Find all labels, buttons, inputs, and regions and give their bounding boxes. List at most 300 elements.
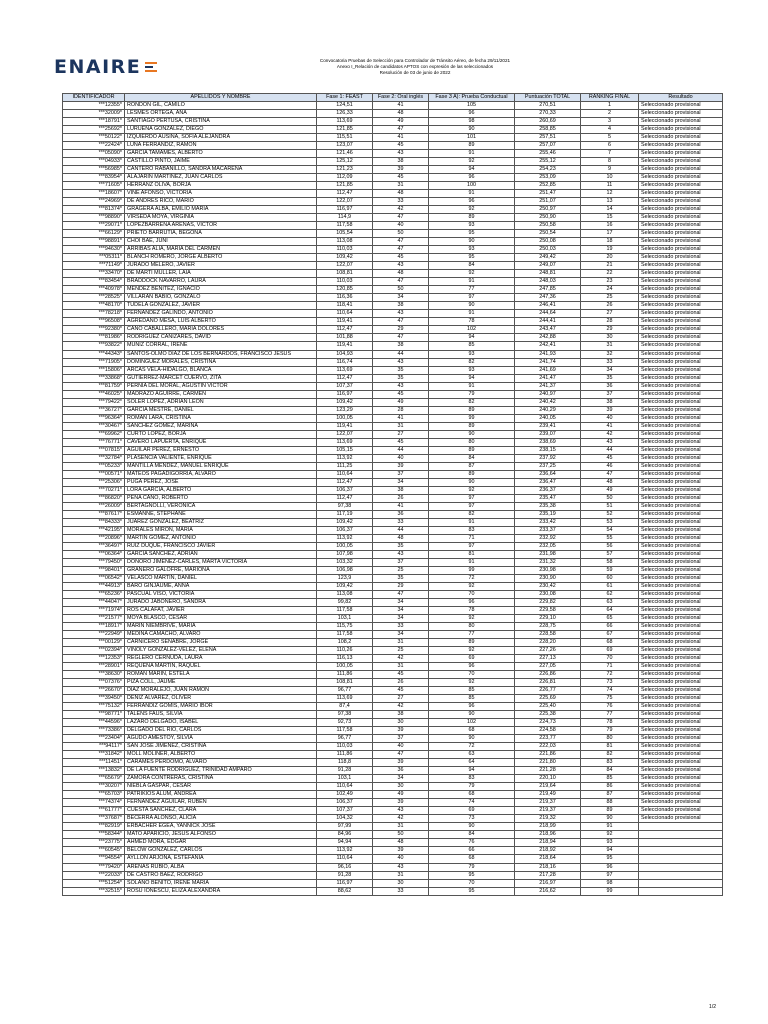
cell-total: 247,85: [515, 286, 581, 294]
cell-id: ***81374*: [63, 206, 125, 214]
cell-name: MATEOS PAGADIGORRIA, ALVARO: [125, 470, 317, 478]
cell-id: ***94630*: [63, 246, 125, 254]
cell-total: 229,10: [515, 615, 581, 623]
cell-feast: 112,09: [317, 174, 373, 182]
cell-total: 226,86: [515, 671, 581, 679]
cell-total: 236,37: [515, 486, 581, 494]
cell-total: 254,23: [515, 166, 581, 174]
cell-ranking: 62: [581, 590, 639, 598]
cell-id: ***33868*: [63, 374, 125, 382]
cell-id: ***81986*: [63, 334, 125, 342]
cell-oral: 45: [373, 671, 429, 679]
cell-conductual: 95: [429, 887, 515, 895]
cell-conductual: 72: [429, 574, 515, 582]
cell-total: 257,07: [515, 142, 581, 150]
cell-ranking: 65: [581, 615, 639, 623]
cell-oral: 37: [373, 470, 429, 478]
table-row: [63, 494, 723, 502]
cell-total: 232,05: [515, 542, 581, 550]
cell-id: ***75132*: [63, 703, 125, 711]
cell-result: Seleccionado provisional: [639, 558, 723, 566]
cell-conductual: 79: [429, 390, 515, 398]
cell-conductual: 92: [429, 647, 515, 655]
cell-oral: 39: [373, 462, 429, 470]
cell-ranking: 56: [581, 542, 639, 550]
cell-result: Seleccionado provisional: [639, 214, 723, 222]
cell-id: ***81759*: [63, 382, 125, 390]
cell-result: Seleccionado provisional: [639, 695, 723, 703]
cell-result: Seleccionado provisional: [639, 414, 723, 422]
cell-name: DELGADO DEL RIO, CARLOS: [125, 727, 317, 735]
cell-feast: 117,58: [317, 727, 373, 735]
table-row: [63, 262, 723, 270]
cell-result: Seleccionado provisional: [639, 102, 723, 110]
cell-name: CARNICERO SENABRE, JORGE: [125, 639, 317, 647]
cell-total: 241,69: [515, 366, 581, 374]
cell-ranking: 34: [581, 366, 639, 374]
cell-feast: 116,97: [317, 206, 373, 214]
cell-feast: 115,51: [317, 134, 373, 142]
cell-conductual: 89: [429, 406, 515, 414]
cell-oral: 47: [373, 246, 429, 254]
cell-name: FERNÁNDEZ GALINDO, ANTONIO: [125, 310, 317, 318]
cell-name: AGUILAR PEREZ, ERNESTO: [125, 446, 317, 454]
cell-name: PIZA COLL, JAUME: [125, 679, 317, 687]
cell-feast: 113,69: [317, 118, 373, 126]
cell-oral: 47: [373, 334, 429, 342]
cell-feast: 110,26: [317, 647, 373, 655]
cell-conductual: 98: [429, 118, 515, 126]
cell-conductual: 102: [429, 719, 515, 727]
cell-name: DE CASTRO BAEZ, RODRIGO: [125, 871, 317, 879]
cell-name: VIÑOLY GONZÁLEZ-VÉLEZ, ELENA: [125, 647, 317, 655]
cell-id: ***44913*: [63, 582, 125, 590]
cell-id: ***25306*: [63, 478, 125, 486]
cell-conductual: 85: [429, 342, 515, 350]
cell-feast: 112,47: [317, 478, 373, 486]
table-row: [63, 454, 723, 462]
cell-name: CAVERO LAPUERTA, ENRIQUE: [125, 438, 317, 446]
cell-name: GRAGERA ALBA, EMILIO MARÍA: [125, 206, 317, 214]
cell-feast: 111,86: [317, 671, 373, 679]
cell-conductual: 95: [429, 230, 515, 238]
cell-ranking: 5: [581, 134, 639, 142]
cell-total: 257,51: [515, 134, 581, 142]
cell-conductual: 91: [429, 150, 515, 158]
cell-oral: 27: [373, 695, 429, 703]
cell-feast: 121,23: [317, 166, 373, 174]
cell-result: Seleccionado provisional: [639, 631, 723, 639]
cell-total: 219,49: [515, 791, 581, 799]
cell-result: Seleccionado provisional: [639, 142, 723, 150]
cell-name: CANO CABALLERO, MARÍA DOLORES: [125, 326, 317, 334]
cell-id: ***06364*: [63, 550, 125, 558]
cell-ranking: 59: [581, 566, 639, 574]
cell-ranking: 71: [581, 663, 639, 671]
cell-name: JURADO JABONERO, SANDRA: [125, 598, 317, 606]
cell-id: ***00571*: [63, 470, 125, 478]
cell-oral: 44: [373, 446, 429, 454]
table-row: [63, 270, 723, 278]
cell-conductual: 96: [429, 598, 515, 606]
document-header: [270, 58, 560, 77]
cell-total: 270,33: [515, 110, 581, 118]
cell-id: ***11451*: [63, 759, 125, 767]
cell-id: ***98401*: [63, 566, 125, 574]
cell-id: ***98891*: [63, 238, 125, 246]
table-row: [63, 350, 723, 358]
cell-name: AGUDO AMESTOY, SILVIA: [125, 735, 317, 743]
table-row: [63, 238, 723, 246]
cell-ranking: 43: [581, 438, 639, 446]
cell-conductual: 84: [429, 831, 515, 839]
cell-conductual: 95: [429, 254, 515, 262]
cell-oral: 35: [373, 366, 429, 374]
cell-conductual: 94: [429, 166, 515, 174]
cell-total: 239,07: [515, 430, 581, 438]
cell-id: ***79422*: [63, 398, 125, 406]
cell-ranking: 67: [581, 631, 639, 639]
cell-oral: 43: [373, 807, 429, 815]
table-row: [63, 847, 723, 855]
cell-result: Seleccionado provisional: [639, 703, 723, 711]
cell-oral: 27: [373, 430, 429, 438]
table-row: [63, 430, 723, 438]
cell-result: Seleccionado provisional: [639, 302, 723, 310]
cell-total: 241,37: [515, 382, 581, 390]
cell-name: MOLL MOLINER, ALBERTO: [125, 751, 317, 759]
cell-feast: 96,77: [317, 735, 373, 743]
cell-oral: 40: [373, 855, 429, 863]
cell-id: ***73386*: [63, 727, 125, 735]
cell-id: ***84333*: [63, 518, 125, 526]
cell-conductual: 92: [429, 158, 515, 166]
cell-oral: 35: [373, 542, 429, 550]
cell-conductual: 68: [429, 791, 515, 799]
cell-conductual: 82: [429, 510, 515, 518]
cell-feast: 111,86: [317, 751, 373, 759]
cell-total: 227,05: [515, 663, 581, 671]
cell-id: ***42195*: [63, 526, 125, 534]
cell-id: ***33470*: [63, 270, 125, 278]
cell-ranking: 80: [581, 735, 639, 743]
cell-result: Seleccionado provisional: [639, 783, 723, 791]
cell-ranking: 14: [581, 206, 639, 214]
cell-total: 270,51: [515, 102, 581, 110]
cell-total: 224,73: [515, 719, 581, 727]
cell-feast: 106,37: [317, 486, 373, 494]
header-line-1: Convocatoria Pruebas de Selección para Controlador de Tránsito Aéreo, de fecha 29/11/2021: [319, 58, 511, 63]
cell-result: Seleccionado provisional: [639, 566, 723, 574]
cell-result: Seleccionado provisional: [639, 807, 723, 815]
cell-result: Seleccionado provisional: [639, 462, 723, 470]
table-row: [63, 558, 723, 566]
cell-name: SANTIAGO PERTUSA, CRISTINA: [125, 118, 317, 126]
cell-result: Seleccionado provisional: [639, 278, 723, 286]
cell-oral: 49: [373, 398, 429, 406]
cell-conductual: 89: [429, 214, 515, 222]
cell-oral: 29: [373, 326, 429, 334]
cell-conductual: 89: [429, 639, 515, 647]
cell-id: ***98890*: [63, 214, 125, 222]
table-row: [63, 751, 723, 759]
cell-id: ***32515*: [63, 887, 125, 895]
cell-feast: 125,12: [317, 158, 373, 166]
cell-ranking: 60: [581, 574, 639, 582]
cell-name: SAN JOSÉ JIMÉNEZ, CRISTINA: [125, 743, 317, 751]
table-row: [63, 134, 723, 142]
cell-feast: 112,47: [317, 190, 373, 198]
cell-name: CHOI BAE, JUNI: [125, 238, 317, 246]
cell-conductual: 68: [429, 855, 515, 863]
cell-total: 241,93: [515, 350, 581, 358]
cell-name: BELOW GONZÁLEZ, CARLOS: [125, 847, 317, 855]
cell-ranking: 70: [581, 655, 639, 663]
cell-name: RODRÍGUEZ CANIZARES, DAVID: [125, 334, 317, 342]
cell-ranking: 75: [581, 695, 639, 703]
cell-name: REGLERO CERNUDA, LAURA: [125, 655, 317, 663]
cell-feast: 97,38: [317, 711, 373, 719]
cell-feast: 113,92: [317, 847, 373, 855]
cell-feast: 122,07: [317, 198, 373, 206]
cell-conductual: 90: [429, 430, 515, 438]
table-row: [63, 174, 723, 182]
cell-oral: 36: [373, 767, 429, 775]
cell-id: ***44343*: [63, 350, 125, 358]
col-header-oral: Fase 2: Oral inglés: [373, 94, 429, 102]
cell-conductual: 68: [429, 727, 515, 735]
cell-total: 226,77: [515, 687, 581, 695]
cell-conductual: 96: [429, 703, 515, 711]
cell-conductual: 94: [429, 767, 515, 775]
cell-id: ***71974*: [63, 607, 125, 615]
cell-total: 232,92: [515, 534, 581, 542]
cell-name: LOPEZBARRENA ARENAS, VÍCTOR: [125, 222, 317, 230]
cell-oral: 33: [373, 518, 429, 526]
table-row: [63, 550, 723, 558]
cell-id: ***92380*: [63, 326, 125, 334]
cell-name: FERNÁNDEZ AGUILAR, RUBÉN: [125, 799, 317, 807]
cell-total: 227,26: [515, 647, 581, 655]
cell-result: [639, 823, 723, 831]
cell-name: DOÑORO JIMÉNEZ-CARLÉS, MARTA VICTORIA: [125, 558, 317, 566]
cell-feast: 109,42: [317, 518, 373, 526]
cell-result: Seleccionado provisional: [639, 486, 723, 494]
cell-feast: 117,58: [317, 222, 373, 230]
cell-oral: 47: [373, 214, 429, 222]
cell-conductual: 83: [429, 775, 515, 783]
cell-name: MANTILLA MENDEZ, MANUEL ENRIQUE: [125, 462, 317, 470]
cell-ranking: 55: [581, 534, 639, 542]
cell-id: ***87617*: [63, 510, 125, 518]
cell-id: ***65236*: [63, 590, 125, 598]
cell-oral: 30: [373, 879, 429, 887]
cell-ranking: 24: [581, 286, 639, 294]
cell-feast: 105,15: [317, 446, 373, 454]
table-row: [63, 823, 723, 831]
table-row: [63, 374, 723, 382]
table-row: [63, 598, 723, 606]
cell-total: 228,20: [515, 639, 581, 647]
cell-feast: 110,64: [317, 855, 373, 863]
cell-result: Seleccionado provisional: [639, 254, 723, 262]
cell-ranking: 82: [581, 751, 639, 759]
cell-result: Seleccionado provisional: [639, 158, 723, 166]
cell-total: 225,40: [515, 703, 581, 711]
cell-ranking: 30: [581, 334, 639, 342]
cell-ranking: 20: [581, 254, 639, 262]
cell-result: Seleccionado provisional: [639, 422, 723, 430]
cell-id: ***60545*: [63, 847, 125, 855]
cell-total: 229,58: [515, 607, 581, 615]
cell-conductual: 91: [429, 518, 515, 526]
cell-name: JURADO MELERO, JAVIER: [125, 262, 317, 270]
cell-id: ***76771*: [63, 438, 125, 446]
cell-id: ***32784*: [63, 454, 125, 462]
cell-feast: 107,98: [317, 550, 373, 558]
cell-id: ***83954*: [63, 174, 125, 182]
cell-id: ***06542*: [63, 574, 125, 582]
cell-feast: 115,75: [317, 623, 373, 631]
cell-total: 251,47: [515, 190, 581, 198]
table-row: [63, 470, 723, 478]
cell-total: 221,28: [515, 767, 581, 775]
cell-name: RONDÓN GIL, CAMILO: [125, 102, 317, 110]
cell-total: 219,32: [515, 815, 581, 823]
cell-result: Seleccionado provisional: [639, 727, 723, 735]
cell-oral: 31: [373, 871, 429, 879]
cell-feast: 119,41: [317, 318, 373, 326]
cell-feast: 123,29: [317, 406, 373, 414]
cell-conductual: 85: [429, 687, 515, 695]
cell-total: 249,07: [515, 262, 581, 270]
cell-id: ***61777*: [63, 807, 125, 815]
cell-name: VELASCO MARTÍN, DANIEL: [125, 574, 317, 582]
cell-id: ***36727*: [63, 406, 125, 414]
cell-feast: 116,97: [317, 390, 373, 398]
cell-feast: 109,42: [317, 398, 373, 406]
cell-conductual: 92: [429, 615, 515, 623]
cell-conductual: 93: [429, 366, 515, 374]
cell-result: Seleccionado provisional: [639, 438, 723, 446]
table-row: [63, 230, 723, 238]
table-row: [63, 807, 723, 815]
cell-conductual: 78: [429, 607, 515, 615]
cell-ranking: 9: [581, 166, 639, 174]
cell-name: MEDINA CAMACHO, ALVARO: [125, 631, 317, 639]
cell-name: CARAMÉS PERDOMO, ALVARO: [125, 759, 317, 767]
cell-oral: 49: [373, 118, 429, 126]
cell-result: Seleccionado provisional: [639, 743, 723, 751]
cell-name: JUAREZ GONZALEZ, BEATRIZ: [125, 518, 317, 526]
cell-feast: 105,54: [317, 230, 373, 238]
cell-oral: 40: [373, 743, 429, 751]
cell-oral: 34: [373, 607, 429, 615]
cell-id: ***37687*: [63, 815, 125, 823]
cell-total: 260,69: [515, 118, 581, 126]
table-row: [63, 390, 723, 398]
cell-conductual: 92: [429, 206, 515, 214]
cell-conductual: 87: [429, 462, 515, 470]
cell-feast: 108,81: [317, 679, 373, 687]
cell-result: Seleccionado provisional: [639, 623, 723, 631]
cell-feast: 100,05: [317, 542, 373, 550]
cell-result: Seleccionado provisional: [639, 190, 723, 198]
cell-result: Seleccionado provisional: [639, 526, 723, 534]
cell-id: ***18791*: [63, 118, 125, 126]
table-row: [63, 486, 723, 494]
cell-conductual: 69: [429, 807, 515, 815]
cell-result: Seleccionado provisional: [639, 719, 723, 727]
cell-ranking: 90: [581, 815, 639, 823]
cell-total: 235,19: [515, 510, 581, 518]
cell-total: 219,37: [515, 807, 581, 815]
cell-oral: 43: [373, 150, 429, 158]
cell-result: Seleccionado provisional: [639, 262, 723, 270]
cell-ranking: 15: [581, 214, 639, 222]
cell-id: ***05233*: [63, 462, 125, 470]
cell-total: 228,75: [515, 623, 581, 631]
cell-result: [639, 887, 723, 895]
cell-oral: 31: [373, 823, 429, 831]
cell-ranking: 86: [581, 783, 639, 791]
cell-id: ***58344*: [63, 831, 125, 839]
table-row: [63, 831, 723, 839]
cell-conductual: 96: [429, 110, 515, 118]
cell-name: LORA GARCÍA, ALBERTO: [125, 486, 317, 494]
cell-feast: 96,16: [317, 863, 373, 871]
cell-conductual: 96: [429, 663, 515, 671]
cell-total: 240,97: [515, 390, 581, 398]
cell-oral: 42: [373, 815, 429, 823]
cell-result: Seleccionado provisional: [639, 326, 723, 334]
cell-feast: 110,64: [317, 783, 373, 791]
cell-id: ***02394*: [63, 647, 125, 655]
cell-conductual: 80: [429, 438, 515, 446]
cell-name: BARO GINJAUME, ANNA: [125, 582, 317, 590]
cell-ranking: 28: [581, 318, 639, 326]
cell-ranking: 47: [581, 470, 639, 478]
cell-total: 219,64: [515, 783, 581, 791]
cell-feast: 117,19: [317, 510, 373, 518]
cell-name: ZAMORA CONTRERAS, CRISTINA: [125, 775, 317, 783]
cell-feast: 118,8: [317, 759, 373, 767]
cell-ranking: 12: [581, 190, 639, 198]
table-row: [63, 671, 723, 679]
cell-oral: 48: [373, 534, 429, 542]
cell-result: Seleccionado provisional: [639, 502, 723, 510]
cell-total: 250,08: [515, 238, 581, 246]
table-row: [63, 190, 723, 198]
cell-ranking: 41: [581, 422, 639, 430]
table-row: [63, 839, 723, 847]
cell-result: Seleccionado provisional: [639, 590, 723, 598]
cell-feast: 118,41: [317, 302, 373, 310]
cell-ranking: 21: [581, 262, 639, 270]
cell-conductual: 90: [429, 238, 515, 246]
cell-total: 236,64: [515, 470, 581, 478]
cell-result: Seleccionado provisional: [639, 246, 723, 254]
cell-id: ***65703*: [63, 791, 125, 799]
cell-result: Seleccionado provisional: [639, 518, 723, 526]
table-body: [63, 102, 723, 896]
cell-conductual: 92: [429, 679, 515, 687]
cell-total: 226,81: [515, 679, 581, 687]
cell-oral: 48: [373, 270, 429, 278]
cell-ranking: 29: [581, 326, 639, 334]
cell-ranking: 64: [581, 607, 639, 615]
table-row: [63, 334, 723, 342]
